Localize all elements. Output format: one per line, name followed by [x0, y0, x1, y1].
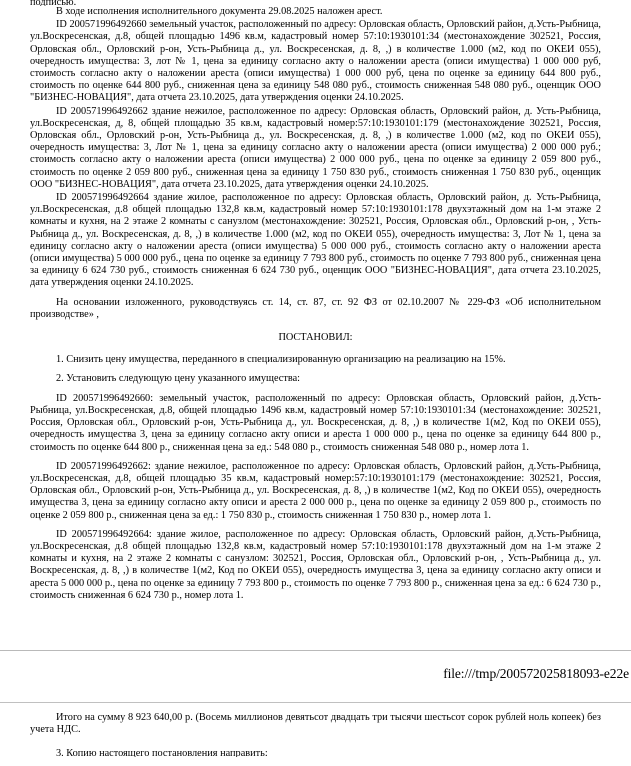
spacer: [30, 344, 601, 354]
paragraph-legal-basis: На основании изложенного, руководствуясь ст. 14, ст. 87, ст. 92 ФЗ от 02.10.2007 № 229-ФЗ «Об исполнительном производстве» ,: [30, 296, 601, 320]
next-page-content: [30, 712, 601, 738]
resolution-item-1: 1. Снизить цену имущества, переданного в специализированную организацию на реализацию на 15%.: [56, 354, 506, 366]
document-body: [0, 6, 631, 602]
heading-resolution: ПОСТАНОВИЛ:: [278, 332, 353, 344]
spacer: [30, 322, 601, 332]
total-amount-line: Итого на сумму 8 923 640,00 р. (Восемь миллионов девятьсот двадцать три тысячи шестьсот сорок рублей ноль копеек) без учета НДС.: [30, 712, 601, 736]
resolution-item-2: 2. Установить следующую цену указанного имущества:: [56, 373, 301, 385]
paragraph-lot-id-662: ID 200571996492662 здание нежилое, расположенное по адресу: Орловская область, Орловский район, д. Усть-Рыбница, ул.Воскресенская, д, 8, общей площадью 35 кв.м, кадастровый номер:57:10:1930101:179 (местонахождение 302521, Россия, Орловская обл., Орловский р-он, Усть-Рыбница д., ул. Воскресенская, д. 8, ,) в количестве 1.000 (м2, код по ОКЕИ 055), очередность имущества: 3, Лот № 1, цена за единицу согласно акту о наложении ареста (описи имущества) 2 000 000 руб.; стоимость согласно акту о наложении ареста (описи имущества) 2 000 000 руб., цена по оценке за единицу 2 059 800 руб., стоимость по оценке 2 059 800 руб., сниженная цена за единицу 1 750 830 руб., стоимость сниженная 1 750 830 руб., оценщик ООО "БИЗНЕС-НОВАЦИЯ", дата отчета 23.10.2025, дата утверждения оценки 24.10.2025.: [30, 105, 601, 190]
resolution-lot-660: ID 200571996492660: земельный участок, расположенный по адресу: Орловская область, Орловский район, д.Усть-Рыбница, ул.Воскресенская, д.8, общей площадью 1496 кв.м, кадастровый номер 57:10:1930101:34 (местонахождение: 302521, Россия, Орловская обл., Орловский р-он, Усть-Рыбница д., ул. Воскресенская, д. 8, ,) в количестве 1(м2, Код по ОКЕИ 055), очередность имущества 3, цена за единицу согласно акту описи и ареста 1 000 000 р., цена по оценке за единицу 644 800 р., стоимость по оценке 644 800 р., сниженная цена за ед.: 548 080 р., стоимость сниженная 548 080 р., номер лота 1.: [30, 392, 601, 453]
footer-divider-bottom: [0, 702, 631, 703]
resolution-lot-664: ID 200571996492664: здание жилое, расположенное по адресу: Орловская область, Орловский район, д.Усть-Рыбница, ул.Воскресенская, д.8 общей площадью 132,8 кв.м, кадастровый номер 57:10:1930101:178 двухэтажный дом на 1-м этаже 2 комнаты и кухня, на 2 этаже 2 комнаты с санузлом: 302521, Россия, Орловская обл., Орловский р-он, , Усть-Рыбница д., ул. Воскресенская, д. 8, ,) в количестве 1(м2, Код по ОКЕИ 055), очередность имущества 3, цена за единицу согласно акту описи и ареста 5 000 000 р., цена по оценке за единицу 7 793 800 р., стоимость по оценке 7 793 800 р., сниженная цена за ед.: 6 624 730 р., стоимость сниженная 6 624 730 р., номер лота 1.: [30, 528, 601, 601]
resolution-lot-662: ID 200571996492662: здание нежилое, расположенное по адресу: Орловская область, Орловский район, д.Усть-Рыбница, ул.Воскресенская, д.8, общей площадью 35 кв.м, кадастровый номер:57:10:1930101:179 (местонахождение: 302521, Россия, Орловская обл., Орловский р-он, Усть-Рыбница д., ул. Воскресенская, д. 8, ,) в количестве 1(м2, Код по ОКЕИ 055), очередность имущества 3, цена за единицу согласно акту описи и ареста 2 000 000 р., цена по оценке за единицу 2 059 800 р., стоимость по оценке 2 059 800 р., сниженная цена за ед.: 1 750 830 р., стоимость сниженная 1 750 830 р., номер лота 1.: [30, 460, 601, 521]
paragraph-lot-id-664: ID 200571996492664 здание жилое, расположенное по адресу: Орловская область, Орловский район, д. Усть-Рыбница, ул.Воскресенская, д.8 общей площадью 132,8 кв.м, кадастровый номер 57:10:1930101:178 двухэтажный дом на 1-м этаже 2 комнаты и кухня, на 2 этаже 2 комнаты с санузлом (местонахождение: 302521, Россия, Орловская обл., Орловский р-он, , Усть-Рыбница д., ул. Воскресенская, д. 8, ,) в количестве 1.000 (м2, код по ОКЕИ 055), очередность имущества: 3, Лот № 1, цена за единицу согласно акту о наложении ареста (описи имущества) 5 000 000 руб., стоимость согласно акту о наложении ареста (описи имущества) 5 000 000 руб., цена по оценке за единицу 7 793 800 руб., стоимость по оценке 7 793 800 руб., сниженная цена за единицу 6 624 730 руб., стоимость сниженная 6 624 730 руб., оценщик ООО "БИЗНЕС-НОВАЦИЯ", дата отчета 23.10.2025, дата утверждения оценки 24.10.2025.: [30, 192, 601, 289]
paragraph-arrest-notice: В ходе исполнения исполнительного документа 29.08.2025 наложен арест.: [56, 6, 383, 17]
clipped-top-line: подписью.: [30, 0, 77, 6]
footer-divider-top: [0, 650, 631, 651]
cut-off-line: 3. Копию настоящего постановления направить:: [56, 748, 268, 757]
paragraph-lot-id-660: ID 200571996492660 земельный участок, расположенный по адресу: Орловская область, Орловский район, д.Усть-Рыбница, ул.Воскресенская, д.8, общей площадью 1496 кв.м, кадастровый номер 57:10:1930101:34 (местонахождение 302521, Россия, Орловская обл., Орловский р-он, Усть-Рыбница д., ул. Воскресенская, д. 8, ,) в количестве 1.000 (м2, код по ОКЕИ 055), очередность имущества: 3, лот № 1, цена за единицу согласно акту о наложении ареста (описи имущества) 1 000 000 руб, стоимость согласно акту о наложении ареста (описи имущества) 1 000 000 руб, цена по оценке за единицу 644 800 руб., стоимость по оценке 644 800 руб., сниженная цена за единицу 548 080 руб., стоимость сниженная 548 080 руб., оценщик ООО "БИЗНЕС-НОВАЦИЯ", дата отчета 23.10.2025, дата утверждения оценки 24.10.2025.: [30, 19, 601, 104]
page-footer-zone: [0, 650, 631, 766]
file-path-label: file:///tmp/200572025818093-e22e: [443, 666, 629, 681]
